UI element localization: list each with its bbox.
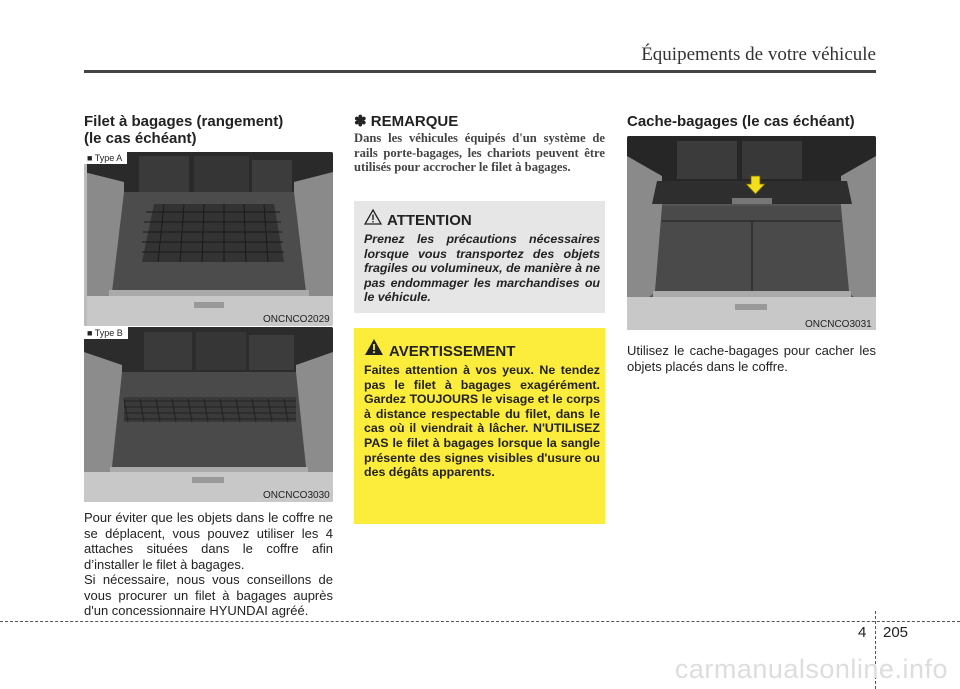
caution-box: [354, 201, 605, 313]
remark-title: ✽ REMARQUE: [354, 113, 459, 130]
caution-title: ATTENTION: [387, 212, 472, 229]
photo-type-b: [84, 327, 333, 502]
photo-type-a: [84, 152, 333, 326]
page-number: 205: [883, 624, 909, 641]
caution-triangle-icon: [364, 209, 382, 230]
net-heading-line2: (le cas échéant): [84, 130, 197, 147]
net-paragraph-2: Si nécessaire, nous vous conseillons de vous procurer un filet à bagages auprès d'un concessionnaire HYUNDAI agréé.: [84, 572, 333, 618]
warning-box: [354, 328, 605, 524]
type-a-label: ■ Type A: [84, 152, 127, 164]
watermark: carmanualsonline.info: [674, 654, 948, 684]
caution-text: Prenez les précautions nécessaires lorsque vous transportez des objets fragiles ou volumineux, de manière à ne pas endommager les marchandises ou le véhicule.: [364, 232, 600, 305]
chapter-number: 4: [858, 624, 867, 641]
net-heading-line1: Filet à bagages (rangement): [84, 113, 284, 130]
footer-rule: [0, 621, 960, 622]
type-b-label: ■ Type B: [84, 327, 128, 339]
net-paragraph-1: Pour éviter que les objets dans le coffre ne se déplacent, vous pouvez utiliser les 4 attaches situées dans le coffre afin d’installer le filet à bagages.: [84, 510, 333, 572]
figure-a-code: ONCNCO2029: [263, 314, 330, 325]
figure-b-code: ONCNCO3030: [263, 490, 330, 501]
cover-heading: Cache-bagages (le cas échéant): [627, 113, 855, 130]
remark-text: Dans les véhicules équipés d'un système de rails porte-bagages, les chariots peuvent être utilisés pour accrocher le filet à bagages.: [354, 131, 605, 175]
net-heading: [84, 113, 283, 147]
section-title: Équipements de votre véhicule: [641, 44, 876, 65]
warning-title: AVERTISSEMENT: [389, 343, 516, 360]
cover-paragraph: Utilisez le cache-bagages pour cacher les objets placés dans le coffre.: [627, 343, 876, 374]
warning-triangle-icon: [364, 338, 384, 361]
photo-cargo-cover: [627, 136, 876, 330]
warning-text: Faites attention à vos yeux. Ne tendez pas le filet à bagages exagérément. Gardez TOUJOURS le visage et le corps à distance respectable du filet, dans le cas où il viendrait à lâcher. N'UTILISEZ PAS le filet à bagages lorsque la sangle présente des signes visibles d'usure ou des dégâts apparents.: [364, 363, 600, 480]
header-rule: [84, 70, 876, 73]
figure-cover-code: ONCNCO3031: [805, 319, 872, 330]
